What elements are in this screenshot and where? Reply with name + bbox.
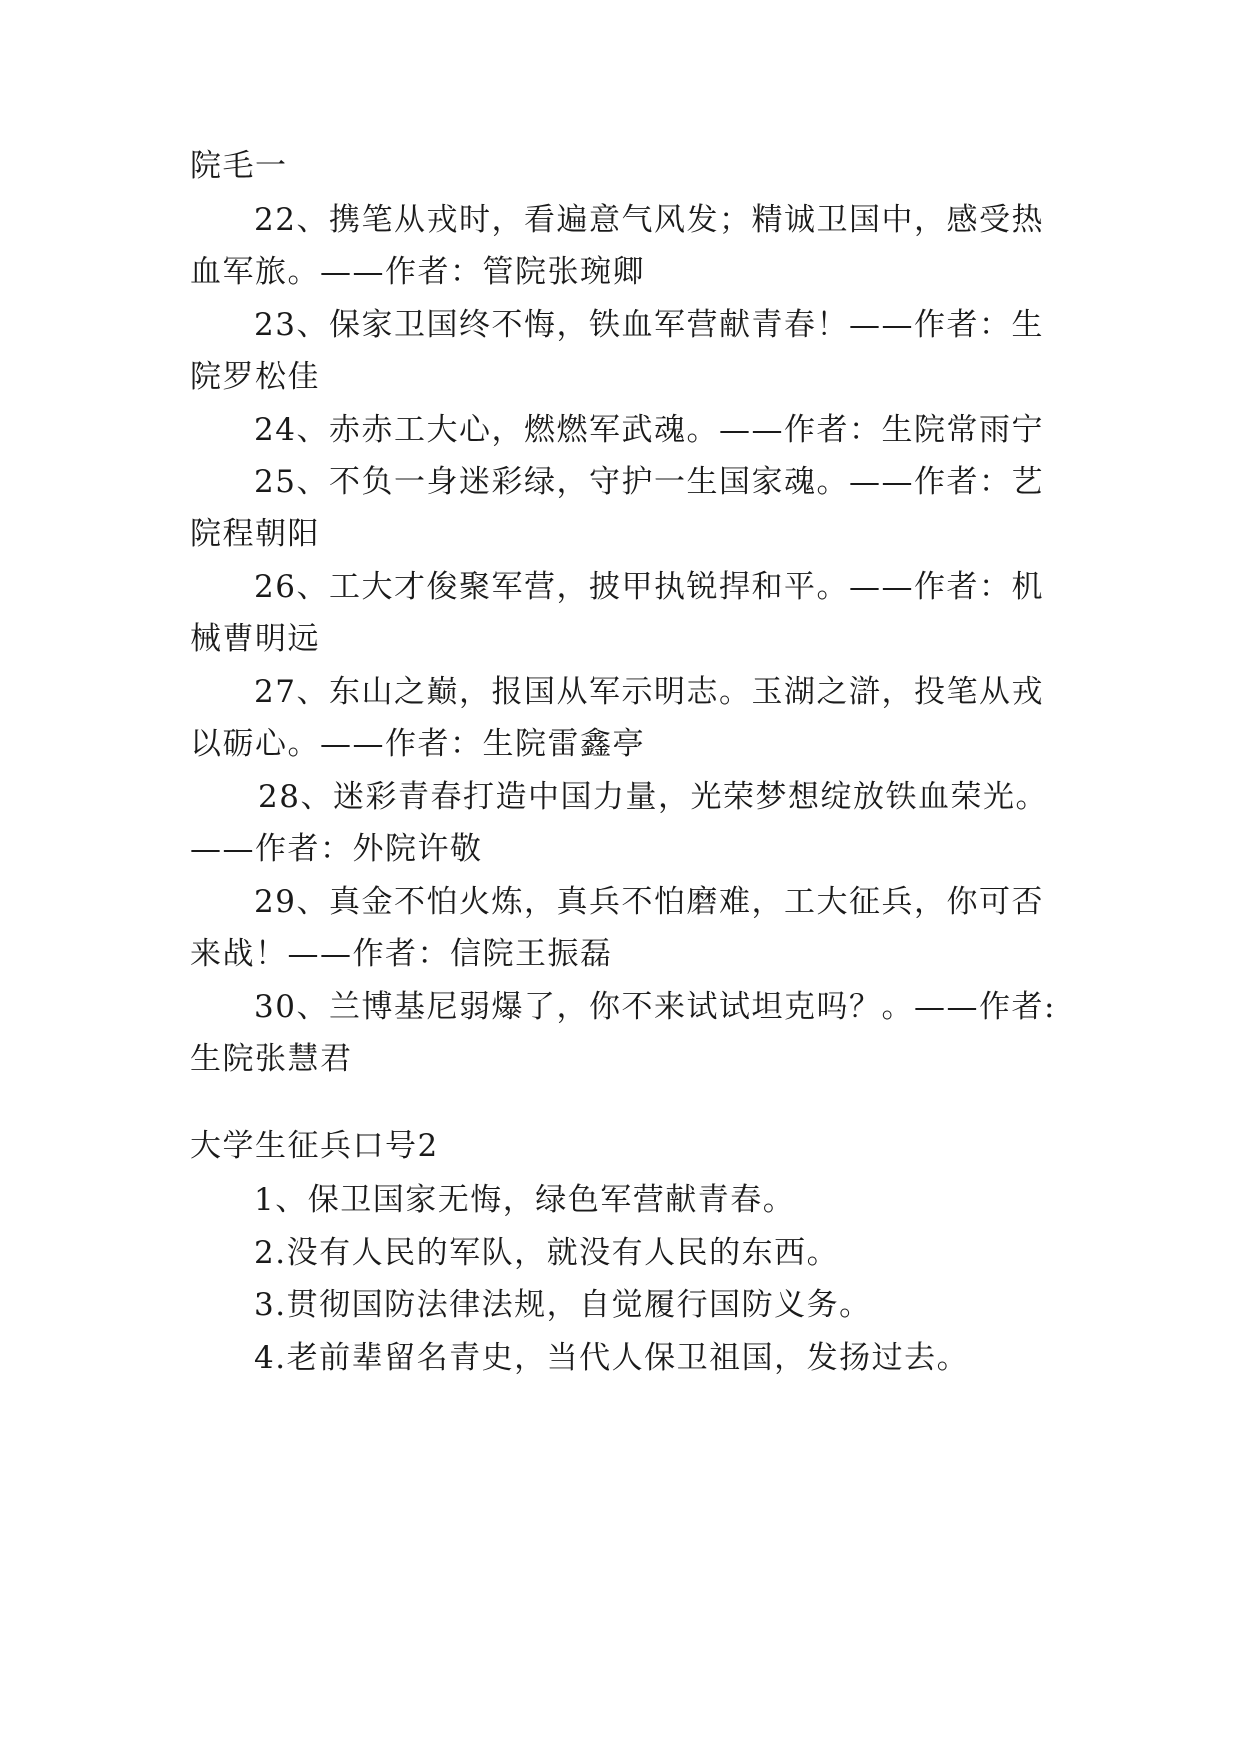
- slogan-25-line-1: 25、不负一身迷彩绿，守护一生国家魂。——作者：艺: [254, 464, 1044, 500]
- slogan-26-line-2: 械曹明远: [190, 621, 320, 657]
- slogan-23-line-2: 院罗松佳: [190, 359, 320, 395]
- section-2-item-4: 4.老前辈留名青史，当代人保卫祖国，发扬过去。: [254, 1340, 970, 1376]
- slogan-22-line-1: 22、携笔从戎时，看遍意气风发；精诚卫国中，感受热: [254, 202, 1044, 238]
- slogan-29-line-2: 来战！——作者：信院王振磊: [190, 936, 613, 972]
- slogan-28-line-1: 28、迷彩青春打造中国力量，光荣梦想绽放铁血荣光。: [258, 779, 1048, 815]
- slogan-27-line-1: 27、东山之巅，报国从军示明志。玉湖之滸，投笔从戎: [254, 674, 1044, 710]
- section-2-title: 大学生征兵口号2: [190, 1128, 439, 1164]
- slogan-24-line-1: 24、赤赤工大心，燃燃军武魂。——作者：生院常雨宁: [254, 412, 1044, 448]
- section-2-item-2: 2.没有人民的军队，就没有人民的东西。: [254, 1235, 840, 1271]
- section-2-item-1: 1、保卫国家无悔，绿色军营献青春。: [254, 1182, 796, 1218]
- continuation-line: 院毛一: [190, 148, 288, 184]
- section-2-item-3: 3.贯彻国防法律法规，自觉履行国防义务。: [254, 1287, 872, 1323]
- slogan-29-line-1: 29、真金不怕火炼，真兵不怕磨难，工大征兵，你可否: [254, 884, 1044, 920]
- slogan-30-line-1: 30、兰博基尼弱爆了，你不来试试坦克吗？。——作者:: [254, 989, 1056, 1025]
- slogan-22-line-2: 血军旅。——作者：管院张琬卿: [190, 254, 645, 290]
- slogan-23-line-1: 23、保家卫国终不悔，铁血军营献青春！——作者：生: [254, 307, 1044, 343]
- slogan-27-line-2: 以砺心。——作者：生院雷鑫亭: [190, 726, 645, 762]
- slogan-26-line-1: 26、工大才俊聚军营，披甲执锐捍和平。——作者：机: [254, 569, 1044, 605]
- slogan-25-line-2: 院程朝阳: [190, 516, 320, 552]
- slogan-28-line-2: ——作者：外院许敬: [190, 831, 483, 867]
- slogan-30-line-2: 生院张慧君: [190, 1041, 353, 1077]
